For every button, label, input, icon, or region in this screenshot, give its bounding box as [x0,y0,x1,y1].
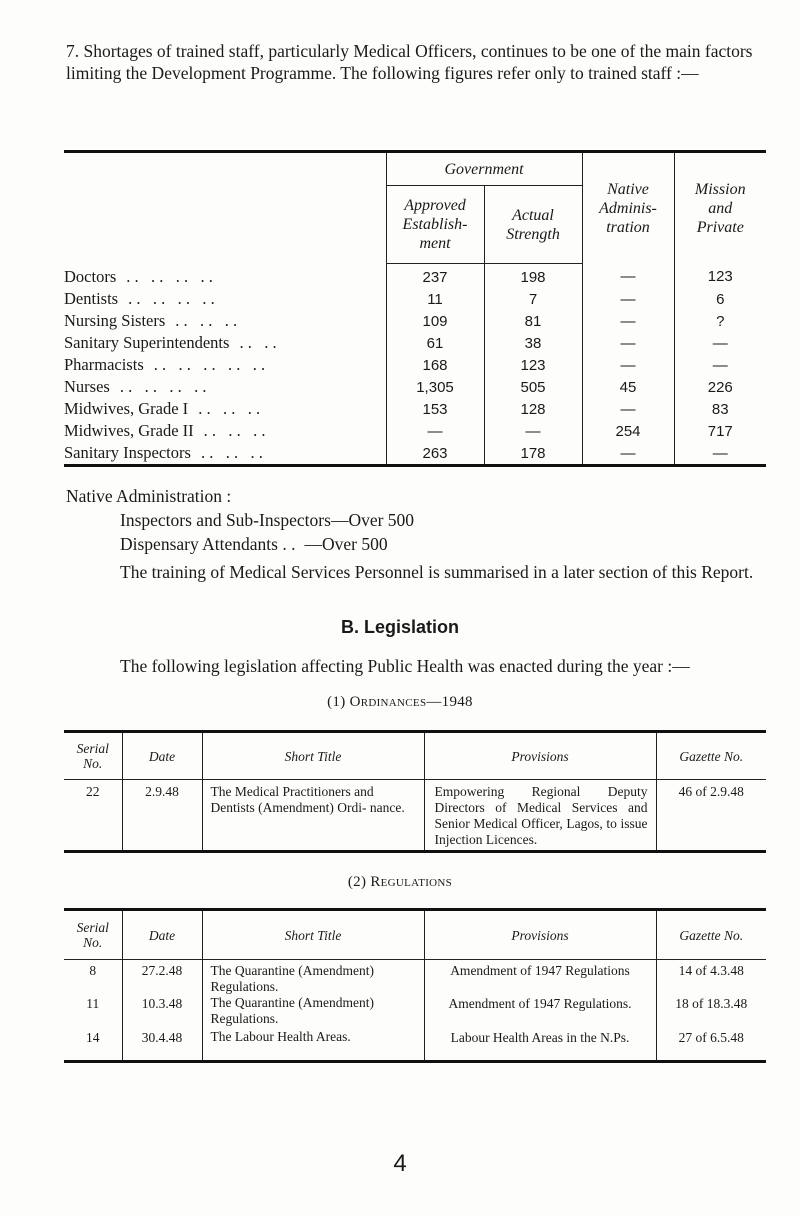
mission-private-header: Mission and Private [674,152,766,264]
actual-cell: 198 [484,264,582,289]
staff-category-label: Nurses [64,377,110,396]
table-row [64,1029,766,1061]
leader-dots: . . . . [239,333,277,352]
gazette-header: Gazette No. [656,910,766,960]
date-header: Date [122,732,202,780]
actual-cell: 123 [484,354,582,376]
native-admin-row [66,508,414,532]
leader-dots: . . . . . . [175,311,238,330]
actual-cell: 128 [484,398,582,420]
serial-cell: 11 [86,996,100,1011]
provisions-cell: Amendment of 1947 Regulations. [424,995,656,1029]
table-row [64,420,766,442]
table-row [64,960,766,996]
actual-cell: 7 [484,288,582,310]
native-admin-header: Native Adminis- tration [582,152,674,264]
staff-category [64,398,386,420]
short-title-cell: The Quarantine (Amendment) Regulations. [202,995,424,1029]
native-cell: — [582,354,674,376]
native-admin-value: —Over 500 [330,510,415,530]
mission-cell: 123 [674,264,766,289]
mission-cell: 83 [674,398,766,420]
staff-category-label: Sanitary Superintendents [64,333,230,352]
actual-cell: 505 [484,376,582,398]
staff-header-blank [64,152,386,264]
ordinances-heading [0,694,800,711]
actual-cell: — [484,420,582,442]
staff-category [64,264,386,289]
staff-table-bottom-rule [64,464,766,467]
ordinances-table [64,730,766,853]
staff-category [64,332,386,354]
mission-cell: — [674,354,766,376]
staff-category [64,442,386,464]
short-title-cell: The Quarantine (Amendment) Regulations. [202,960,424,996]
table-row [64,310,766,332]
native-cell: — [582,264,674,289]
serial-cell: 8 [89,963,97,978]
native-cell: 45 [582,376,674,398]
native-admin-value: —Over 500 [304,534,388,554]
native-cell: — [582,398,674,420]
approved-cell: 61 [386,332,484,354]
leader-dots: . . . . . . . . [128,289,215,308]
intro-text: 7. Shortages of trained staff, particularly Medical Officers, continues to be one of the main factors limiting the Development Programme. The following figures refer only to trained staff :— [66,41,753,83]
provisions-cell: Empowering Regional Deputy Directors of Medical Services and Senior Medical Officer, Lagos, to issue Injection Licences. [424,780,656,852]
native-cell: 254 [582,420,674,442]
native-admin-row [66,532,414,556]
table-row [64,376,766,398]
regulations-heading-text: Regulations [370,874,453,890]
staff-category-label: Midwives, Grade I [64,399,189,418]
leader-dots: . . . . . . . . [119,377,207,396]
approved-cell: 1,305 [386,376,484,398]
native-cell: — [582,310,674,332]
staff-category [64,310,386,332]
training-paragraph: The training of Medical Services Personnel is summarised in a later section of this Report. [120,562,754,582]
mission-cell: — [674,442,766,464]
actual-cell: 38 [484,332,582,354]
mission-cell: — [674,332,766,354]
staff-category-label: Pharmacists [64,355,144,374]
date-cell: 10.3.48 [122,995,202,1029]
staff-category-label: Sanitary Inspectors [64,443,191,462]
leader-dots: . . . . . . [203,421,266,440]
table-row [64,398,766,420]
mission-cell: 6 [674,288,766,310]
government-header: Government [386,152,582,186]
staff-category-label: Doctors [64,266,117,286]
table-row [64,780,766,852]
regulations-heading [0,874,800,891]
section-heading: B. Legislation [340,617,459,637]
regulations-table [64,908,766,1063]
approved-cell: 168 [386,354,484,376]
native-cell: — [582,288,674,310]
approved-cell: 153 [386,398,484,420]
mission-cell: 717 [674,420,766,442]
leader-dots: . . . . . . [200,443,263,462]
approved-cell: — [386,420,484,442]
native-admin-label: Inspectors and Sub-Inspectors [120,510,331,530]
date-cell: 2.9.48 [122,780,202,852]
staff-category-label: Dentists [64,289,119,308]
gazette-cell: 46 of 2.9.48 [656,780,766,852]
provisions-cell: Labour Health Areas in the N.Ps. [424,1029,656,1061]
leader-dots: . . . . . . . . . . [153,355,266,374]
provisions-header: Provisions [424,732,656,780]
staff-category [64,288,386,310]
short-title-cell: The Labour Health Areas. [202,1029,424,1061]
short-title-header: Short Title [202,910,424,960]
intro-paragraph [66,40,766,84]
leader-dots: . . . . . . [198,399,261,418]
legislation-paragraph: The following legislation affecting Public Health was enacted during the year :— [120,656,690,676]
staff-category [64,376,386,398]
table-row [64,354,766,376]
table-row [64,442,766,464]
short-title-cell: The Medical Practitioners and Dentists (Amendment) Ordi- nance. [202,780,424,852]
approved-establishment-header: Approved Establish- ment [386,186,484,264]
staff-table [64,150,766,464]
date-cell: 30.4.48 [122,1029,202,1061]
native-cell: — [582,332,674,354]
approved-cell: 237 [386,264,484,289]
date-cell: 27.2.48 [122,960,202,996]
regulations-heading-num: (2) [347,874,367,890]
table-row [64,264,766,289]
staff-category [64,354,386,376]
actual-cell: 178 [484,442,582,464]
table-row [64,288,766,310]
gazette-cell: 14 of 4.3.48 [656,960,766,996]
native-admin-label: Dispensary Attendants . . [120,534,296,554]
gazette-cell: 18 of 18.3.48 [656,995,766,1029]
serial-header: Serial No. [64,732,122,780]
leader-dots: . . . . . . . . [126,266,213,286]
page-number: 4 [393,1150,407,1177]
approved-cell: 11 [386,288,484,310]
provisions-cell: Amendment of 1947 Regulations [424,960,656,996]
date-header: Date [122,910,202,960]
actual-cell: 81 [484,310,582,332]
staff-category-label: Midwives, Grade II [64,421,194,440]
native-administration [66,484,414,556]
short-title-header: Short Title [202,732,424,780]
ordinances-heading-text: Ordinances—1948 [349,694,473,710]
table-row [64,995,766,1029]
table-row [64,332,766,354]
staff-category-label: Nursing Sisters [64,311,166,330]
serial-cell: 14 [64,1029,122,1061]
approved-cell: 263 [386,442,484,464]
gazette-header: Gazette No. [656,732,766,780]
gazette-cell: 27 of 6.5.48 [656,1029,766,1061]
serial-cell: 22 [64,780,122,852]
actual-strength-header: Actual Strength [484,186,582,264]
serial-header: Serial No. [64,910,122,960]
staff-category [64,420,386,442]
provisions-header: Provisions [424,910,656,960]
mission-cell: ? [674,310,766,332]
ordinances-heading-num: (1) [327,694,346,710]
approved-cell: 109 [386,310,484,332]
native-admin-title: Native Administration : [66,486,232,506]
native-cell: — [582,442,674,464]
mission-cell: 226 [674,376,766,398]
